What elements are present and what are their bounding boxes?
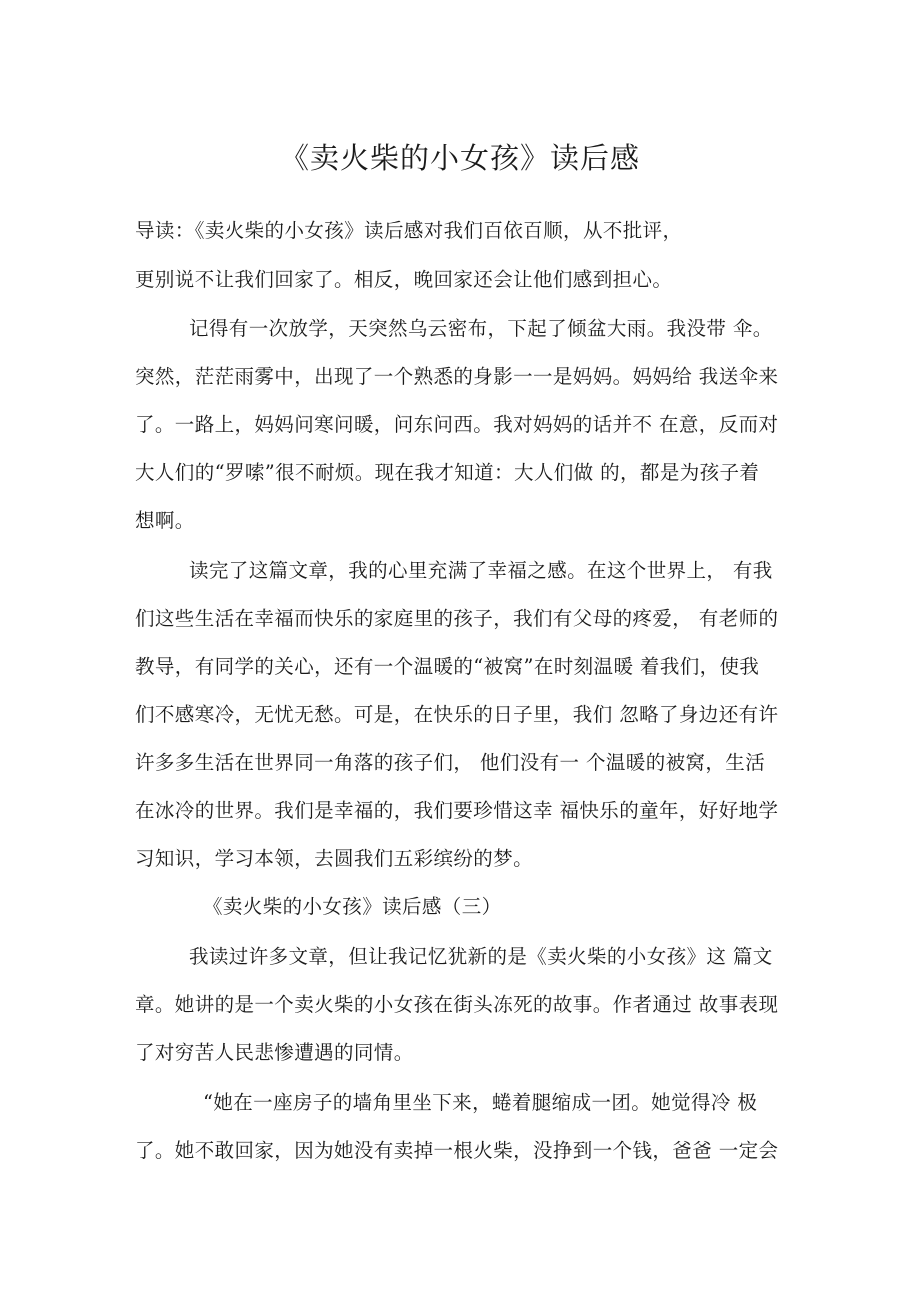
text-line: 了。她不敢回家，因为她没有卖掉一根火柴，没挣到一个钱，爸爸 一定会 (135, 1139, 779, 1162)
text-line: 习知识，学习本领，去圆我们五彩缤纷的梦。 (135, 847, 534, 870)
text-line: 突然，茫茫雨雾中，出现了一个熟悉的身影一一是妈妈。妈妈给 我送伞来 (135, 365, 779, 388)
text-line: 章。她讲的是一个卖火柴的小女孩在街头冻死的故事。作者通过 故事表现 (135, 993, 779, 1016)
text-line: “她在一座房子的墙角里坐下来，蜷着腿缩成一团。她觉得冷 极 (203, 1091, 758, 1114)
text-line: 导读：《卖火柴的小女孩》读后感对我们百依百顺，从不批评， (135, 219, 683, 242)
text-line: 在冰冷的世界。我们是幸福的，我们要珍惜这幸 福快乐的童年，好好地学 (135, 799, 779, 822)
text-line: 们这些生活在幸福而快乐的家庭里的孩子，我们有父母的疼爱， 有老师的 (135, 607, 779, 630)
text-line: 想啊。 (135, 509, 195, 532)
text-line: 读完了这篇文章，我的心里充满了幸福之感。在这个世界上， 有我 (189, 559, 773, 582)
text-line: 了对穷苦人民悲惨遭遇的同情。 (135, 1041, 414, 1064)
text-line: 教导，有同学的关心，还有一个温暖的“被窝”在时刻温暖 着我们，使我 (135, 655, 760, 678)
text-line: 们不感寒冷，无忧无愁。可是，在快乐的日子里，我们 忽略了身边还有许 (135, 703, 779, 726)
text-line: 大人们的“罗嗦”很不耐烦。现在我才知道：大人们做 的，都是为孩子着 (135, 461, 760, 484)
text-line: 更别说不让我们回家了。相反，晚回家还会让他们感到担心。 (135, 268, 673, 291)
document-title: 《卖火柴的小女孩》读后感 (279, 141, 640, 175)
text-line: 记得有一次放学，天突然乌云密布，下起了倾盆大雨。我没带 伞。 (189, 317, 773, 340)
text-line: 我读过许多文章，但让我记忆犹新的是《卖火柴的小女孩》这 篇文 (189, 945, 773, 968)
text-line: 了。一路上，妈妈问寒问暖，问东问西。我对妈妈的话并不 在意，反而对 (135, 413, 779, 436)
text-line: 许多多生活在世界同一角落的孩子们， 他们没有一 个温暖的被窝，生活 (135, 751, 766, 774)
section-heading: 《卖火柴的小女孩》读后感（三） (203, 895, 502, 918)
